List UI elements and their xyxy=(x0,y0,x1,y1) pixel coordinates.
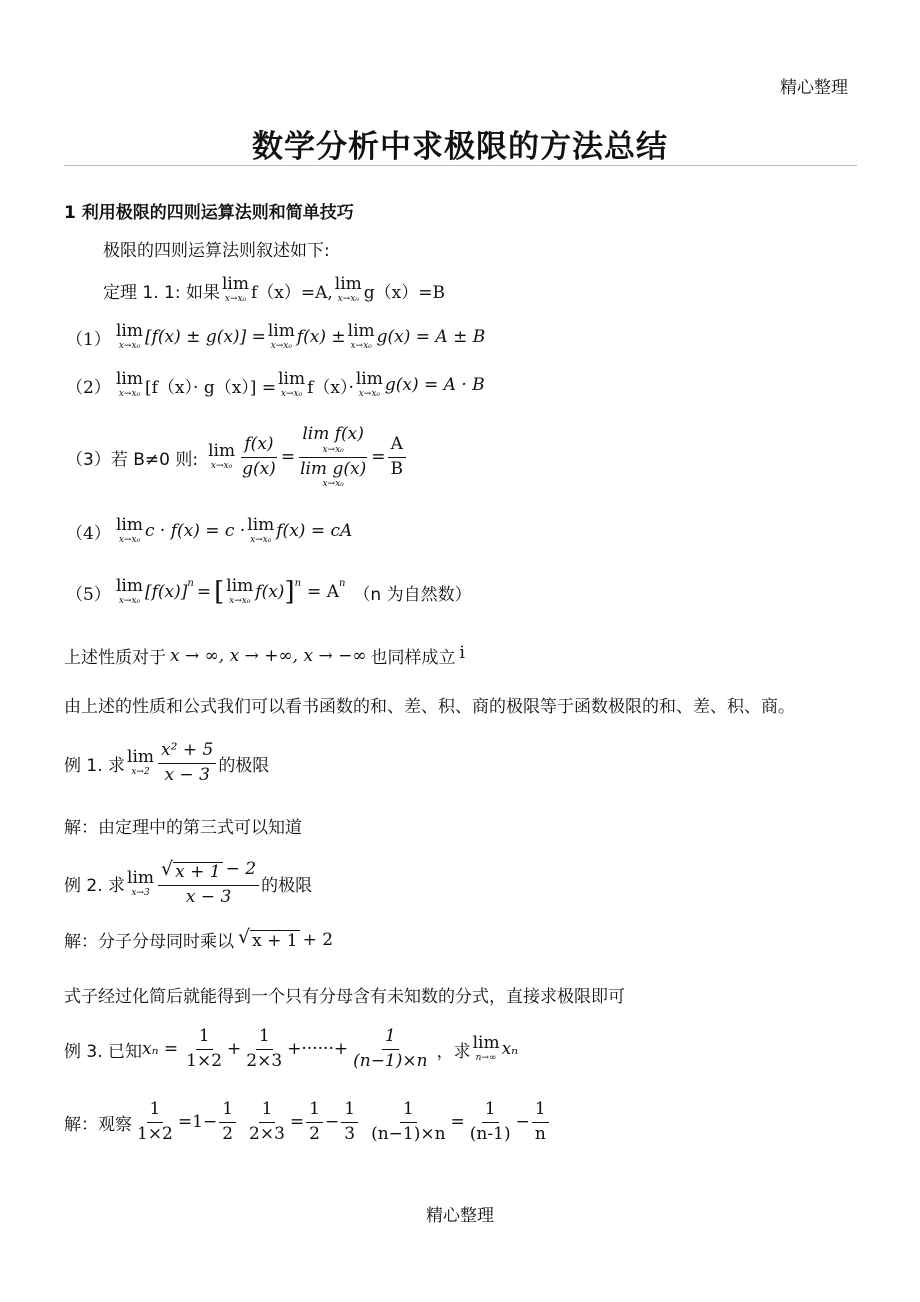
ellipsis: +······+ xyxy=(287,1039,349,1060)
sqrt-icon: √ xyxy=(161,858,174,880)
example-label: 例 3. 已知 xyxy=(64,1041,143,1062)
example-3: 例 3. 已知 xₙ = $\frac{1}{1\times 2}$ + $\frac{1}{2\times 3}$ +······+ $\frac{1}{(n-1)\times n}$ ，求 lim n→∞ xₙ xyxy=(64,1026,519,1071)
fraction: $\frac{1}{1\times 2}$ xyxy=(137,1099,173,1144)
theorem-limit-g: g（x）=B xyxy=(363,282,446,303)
solution-math: =1− xyxy=(177,1112,218,1133)
lim-operator: lim x→x₀ xyxy=(116,321,143,351)
lim-operator: lim n→∞ xyxy=(472,1033,500,1064)
theorem-line xyxy=(103,276,445,304)
fraction: $\frac{1}{(n-1)\times n}$ xyxy=(353,1026,428,1071)
rule-expression: c · f(x) = c · xyxy=(145,521,246,541)
lim-operator: lim x→x₀ xyxy=(116,515,143,545)
bracket-open: [ xyxy=(214,577,225,607)
lim-operator: lim x→x₀ xyxy=(267,321,295,351)
solution-text: 解：观察 xyxy=(64,1114,132,1135)
theorem-label: 定理 1. 1: 如果 xyxy=(103,282,220,303)
rule-expression: [f（x）· g（x）] = xyxy=(145,377,277,398)
remark-2: 由上述的性质和公式我们可以看书函数的和、差、积、商的极限等于函数极限的和、差、积、商。 xyxy=(64,697,795,717)
rule-note: （n 为自然数） xyxy=(353,584,472,605)
fraction: x² + 5 x − 3 xyxy=(158,741,216,785)
sqrt-icon: √ xyxy=(238,926,251,948)
section-heading: 1 利用极限的四则运算法则和简单技巧 xyxy=(64,203,354,223)
lim-operator: lim x→x₀ xyxy=(355,369,383,399)
rule-expression: f(x) = cA xyxy=(276,521,353,541)
lim-operator: lim x→x₀ xyxy=(221,274,249,304)
fraction: √ x + 1 − 2 x − 3 xyxy=(158,860,259,907)
rule-label: （5） xyxy=(66,584,111,605)
exponent: n xyxy=(338,578,346,589)
lim-operator: lim x→x₀ xyxy=(334,274,362,304)
rule-label: （3）若 B≠0 则: xyxy=(66,449,199,470)
rule-expression: f（x）· xyxy=(307,377,354,398)
rule-expression: f(x) xyxy=(255,582,285,602)
solution-text: 解：分子分母同时乘以 xyxy=(64,932,234,952)
equals-sign: = xyxy=(280,447,296,468)
rule-label: （1） xyxy=(66,329,111,350)
sequence-term: xₙ xyxy=(501,1039,519,1060)
footnote-mark: i xyxy=(459,643,465,663)
fraction: $\frac{1}{(n-1)\times n}$ xyxy=(371,1099,446,1144)
equals-sign: = xyxy=(289,1112,305,1133)
rule-expression: [f(x)] xyxy=(145,582,188,602)
lim-operator: lim x→x₀ xyxy=(116,576,143,606)
solution-2: 解：分子分母同时乘以 √ x + 1 + 2 xyxy=(64,926,334,952)
lim-operator: lim x→2 xyxy=(127,747,155,778)
equals-sign: = xyxy=(450,1112,465,1133)
rule-expression: = A xyxy=(307,582,339,602)
fraction: $\frac{1}{n}$ xyxy=(532,1100,549,1144)
remark-math: x → ∞, x → +∞, x → −∞ xyxy=(170,645,367,666)
footer-note: 精心整理 xyxy=(426,1206,494,1226)
fraction: $\frac{1}{2\times 3}$ xyxy=(249,1099,285,1144)
page-title: 数学分析中求极限的方法总结 xyxy=(252,129,668,165)
fraction: lim f(x) x→x₀ lim g(x) x→x₀ xyxy=(300,424,367,490)
example-text: 的极限 xyxy=(261,876,313,897)
example-2 xyxy=(64,860,312,907)
rule-3 xyxy=(66,425,408,490)
lim-operator: lim x→x₀ xyxy=(226,576,254,606)
intro-text: 极限的四则运算法则叙述如下: xyxy=(103,241,330,261)
lim-operator: lim x→x₀ xyxy=(208,441,236,472)
fraction: $\frac{A}{B}$ xyxy=(387,435,406,479)
header-note: 精心整理 xyxy=(780,78,848,98)
fraction: $\frac{1}{1\times 2}$ xyxy=(186,1026,223,1071)
title-divider xyxy=(64,165,857,166)
bracket-close: ] xyxy=(284,577,295,607)
lim-operator: lim x→3 xyxy=(127,867,155,898)
rule-expression: [f(x) ± g(x)] = xyxy=(145,327,266,347)
fraction: $\frac{1}{2\times 3}$ xyxy=(246,1026,283,1071)
remark-text: 上述性质对于 xyxy=(64,648,166,668)
fraction: $\frac{f(x)}{g(x)}$ xyxy=(242,434,276,479)
example-1 xyxy=(64,741,269,785)
remark-text: 也同样成立 xyxy=(370,648,456,668)
solution-math: + 2 xyxy=(302,929,334,950)
solution-1: 解：由定理中的第三式可以知道 xyxy=(64,818,302,838)
lim-operator: lim x→x₀ xyxy=(116,369,143,399)
equals-sign: = xyxy=(371,447,386,468)
equals-sign: = xyxy=(196,582,212,602)
exponent: n xyxy=(294,578,302,589)
rule-expression: g(x) = A ± B xyxy=(376,327,486,347)
example-label: 例 1. 求 xyxy=(64,755,126,776)
rule-5 xyxy=(66,578,472,606)
lim-operator: lim x→x₀ xyxy=(347,321,375,351)
fraction: $\frac{1}{(n-1)}$ xyxy=(469,1099,511,1144)
example-text: 的极限 xyxy=(218,755,270,776)
lim-operator: lim x→x₀ xyxy=(247,515,275,545)
sequence-term: xₙ = xyxy=(142,1039,179,1060)
rule-expression: g(x) = A · B xyxy=(384,375,485,395)
fraction: $\frac{1}{3}$ xyxy=(341,1100,358,1144)
rule-label: （2） xyxy=(66,377,111,398)
rule-4 xyxy=(66,517,352,545)
fraction: $\frac{1}{2}$ xyxy=(219,1100,236,1144)
solution-2b: 式子经过化简后就能得到一个只有分母含有未知数的分式，直接求极限即可 xyxy=(64,987,625,1007)
rule-2 xyxy=(66,371,485,399)
rule-label: （4） xyxy=(66,523,111,544)
rule-expression: f(x) ± xyxy=(296,327,346,347)
example-text: ，求 xyxy=(436,1041,471,1062)
exponent: n xyxy=(187,578,194,589)
lim-operator: lim x→x₀ xyxy=(278,369,306,399)
fraction: $\frac{1}{2}$ xyxy=(306,1100,323,1144)
solution-3: 解：观察 $\frac{1}{1\times 2}$ =1− $\frac{1}{2}$ $\frac{1}{2\times 3}$ = $\frac{1}{2}$ − $\frac{1}{3}$ $\frac{1}{(n-1)\times n}$ = $\frac{1}{(n-1)}$ − $\frac{1}{n}$ xyxy=(64,1100,551,1144)
example-label: 例 2. 求 xyxy=(64,876,126,897)
remark-1 xyxy=(64,643,465,668)
theorem-limit-f: f（x）=A, xyxy=(250,282,333,303)
rule-1 xyxy=(66,323,485,351)
